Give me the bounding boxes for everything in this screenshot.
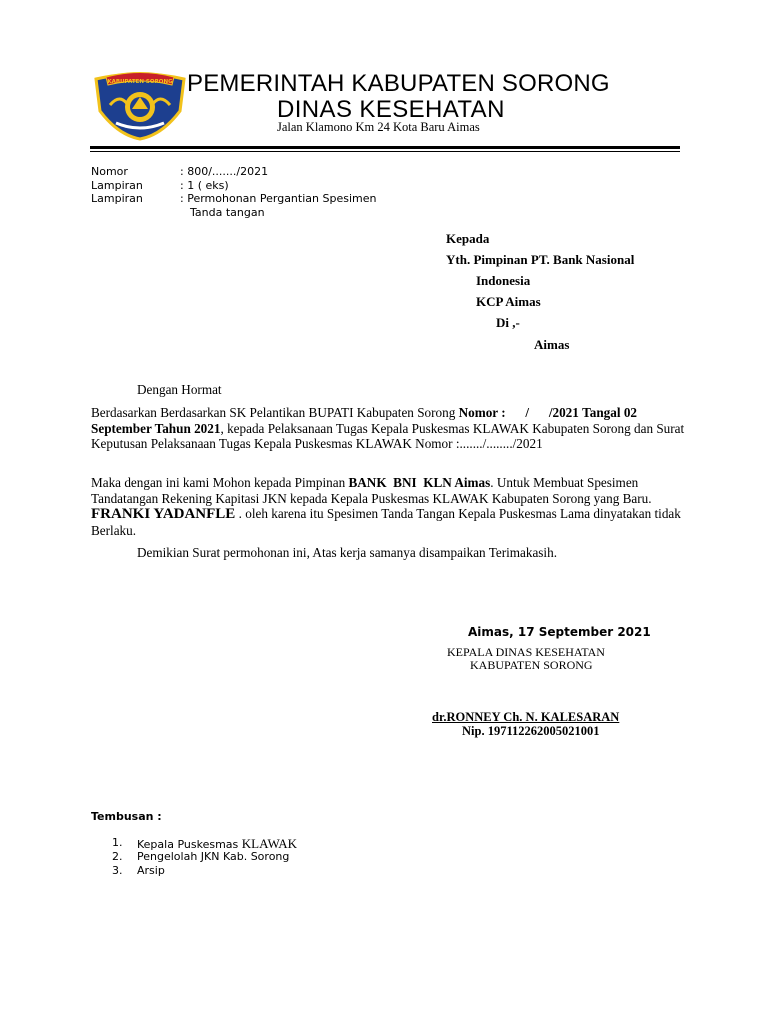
paragraph-1 (91, 405, 691, 452)
paragraph-2-end: . oleh karena itu Spesimen Tanda Tangan Kepala Puskesmas Lama dinyatakan tidak Berlaku. (91, 506, 681, 538)
meta-value-lampiran: : 1 ( eks) (180, 179, 229, 192)
paragraph-1-intro: Berdasarkan Berdasarkan SK Pelantikan BUPATI Kabupaten Sorong (91, 405, 459, 420)
signer-title-1: KEPALA DINAS KESEHATAN (447, 645, 605, 659)
paragraph-1-tanggal: Tangal 02 September Tahun 2021 (91, 405, 638, 436)
meta-label-perihal: Lampiran (91, 192, 143, 205)
tembusan-item-text: Kepala Puskesmas (137, 838, 242, 851)
paragraph-2-mid: . Untuk Membuat Spesimen Tandatangan Rekening Kapitasi JKN kepada Kepala Puskesmas KLAWAK Kabupaten Sorong yang Baru. (91, 475, 652, 506)
letterhead-rule-thick (90, 146, 680, 149)
tembusan-title: Tembusan : (91, 810, 162, 823)
office-address: Jalan Klamono Km 24 Kota Baru Aimas (277, 120, 480, 134)
paragraph-1-rest: , kepada Pelaksanaan Tugas Kepala Puskesmas KLAWAK Kabupaten Sorong dan Surat Keputusan Pelaksanaan Tugas Kepala Puskesmas KLAWAK Nomor :......./......../2021 (91, 420, 685, 451)
tembusan-item: Pengelolah JKN Kab. Sorong (137, 850, 290, 863)
signer-nip: Nip. 197112262005021001 (462, 724, 600, 738)
paragraph-2-intro: Maka dengan ini kami Mohon kepada Pimpinan (91, 475, 349, 490)
recipient-city: Aimas (534, 337, 570, 352)
recipient-kcp: KCP Aimas (476, 294, 541, 309)
agency-name: PEMERINTAH KABUPATEN SORONG (187, 70, 610, 97)
place-date: Aimas, 17 September 2021 (468, 625, 651, 639)
recipient-indonesia: Indonesia (476, 273, 531, 288)
department-name: DINAS KESEHATAN (277, 96, 505, 123)
letterhead-rule-thin (90, 151, 680, 152)
recipient-di: Di ,- (496, 315, 520, 330)
recipient-kepada: Kepada (446, 231, 490, 246)
meta-label-nomor: Nomor (91, 165, 128, 178)
tembusan-number: 1. (112, 836, 123, 849)
district-logo (90, 71, 190, 141)
meta-value-perihal: : Permohonan Pergantian Spesimen (180, 192, 377, 205)
paragraph-2-new-head-name: FRANKI YADANFLE (91, 506, 236, 522)
greeting: Dengan Hormat (137, 382, 222, 397)
tembusan-number: 2. (112, 850, 123, 863)
meta-value-nomor: : 800/......./2021 (180, 165, 269, 178)
tembusan-item: Arsip (137, 864, 165, 877)
paragraph-1-nomor: Nomor : / /2021 (458, 405, 579, 420)
logo-banner-text: KABUPATEN SORONG (107, 79, 173, 85)
recipient-yth: Yth. Pimpinan PT. Bank Nasional (446, 252, 635, 267)
paragraph-3: Demikian Surat permohonan ini, Atas kerja samanya disampaikan Terimakasih. (137, 545, 557, 560)
tembusan-number: 3. (112, 864, 123, 877)
signer-name: dr.RONNEY Ch. N. KALESARAN (432, 710, 620, 724)
signer-title-2: KABUPATEN SORONG (470, 658, 593, 672)
meta-label-lampiran: Lampiran (91, 179, 143, 192)
paragraph-2-bank: BANK BNI KLN Aimas (348, 475, 491, 490)
paragraph-2 (91, 475, 691, 538)
meta-value-perihal-cont: Tanda tangan (190, 206, 265, 219)
tembusan-item-tail: KLAWAK (241, 836, 298, 851)
